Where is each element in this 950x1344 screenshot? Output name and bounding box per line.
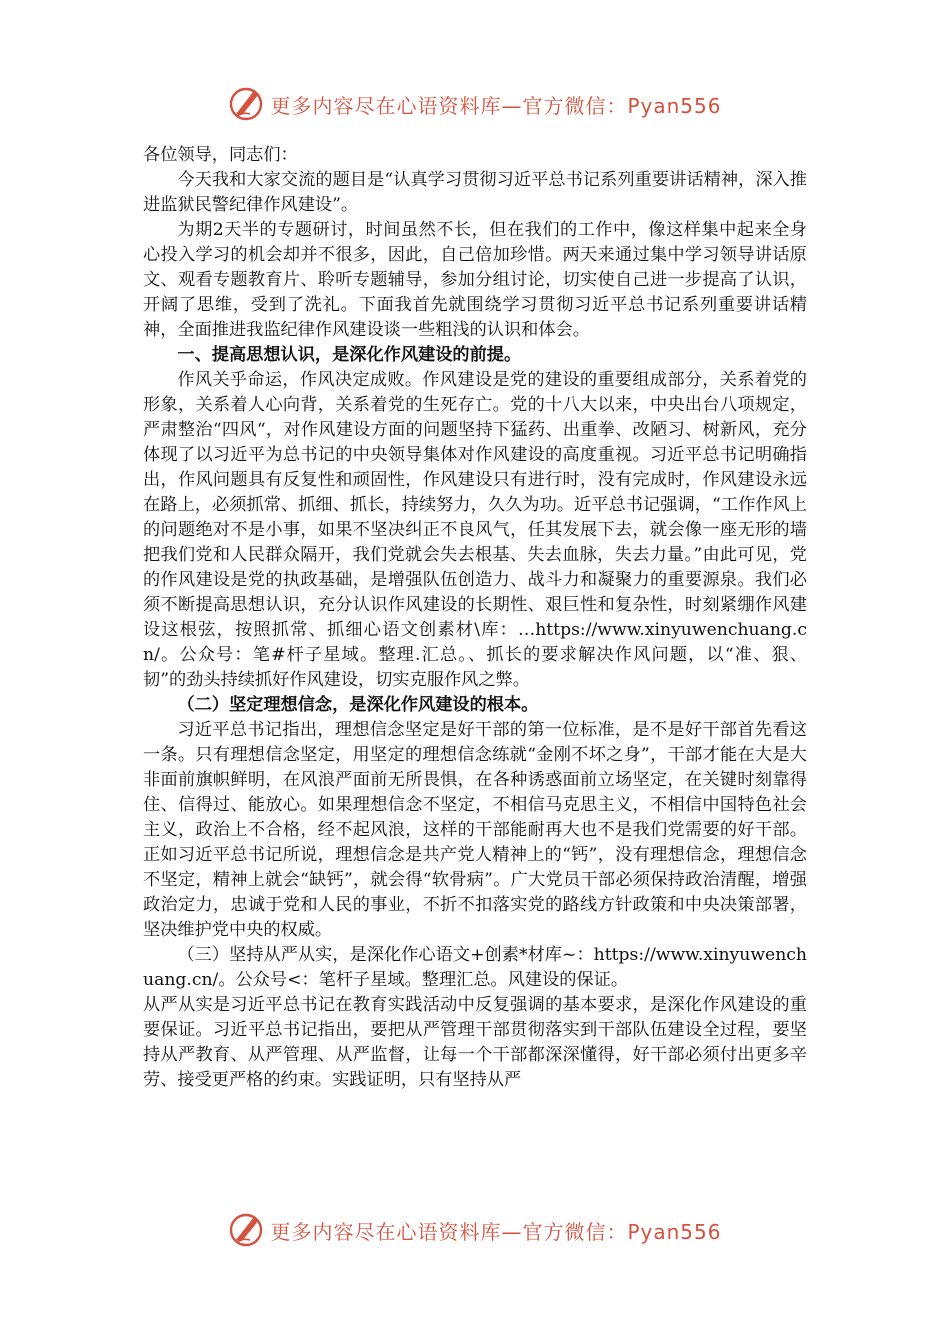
banner-text: 更多内容尽在心语资料库—官方微信：Pyan556 — [270, 1219, 722, 1244]
header-banner — [0, 82, 950, 126]
paragraph: 从严从实是习近平总书记在教育实践活动中反复强调的基本要求，是深化作风建设的重要保证。习近平总书记指出，要把从严管理干部贯彻落实到干部队伍建设全过程，要坚持从严教育、从严管理、从严监督，让每一个干部都深深懂得，好干部必须付出更多辛劳、接受更严格的约束。实践证明，只有坚持从严 — [143, 995, 807, 1090]
pen-nib-logo-icon — [228, 86, 264, 122]
paragraph: 为期2天半的专题研讨，时间虽然不长，但在我们的工作中，像这样集中起来全身心投入学习的机会却并不很多，因此，自己倍加珍惜。两天来通过集中学习领导讲话原文、观看专题教育片、聆听专题辅导，参加分组讨论，切实使自己进一步提高了认识，开阔了思维，受到了洗礼。下面我首先就围绕学习贯彻习近平总书记系列重要讲话精神，全面推进我监纪律作风建设谈一些粗浅的认识和体会。 — [143, 220, 807, 340]
section-heading: （三）坚持从严从实，是深化作心语文+创素*材库~：https://www.xinyuwenchuang.cn/。公众号<：笔杆子星域。整理汇总。风建设的保证。 — [143, 945, 807, 990]
document-body — [143, 143, 807, 1093]
paragraph: 习近平总书记指出，理想信念坚定是好干部的第一位标准，是不是好干部首先看这一条。只有理想信念坚定，用坚定的理想信念练就“金刚不坏之身”，干部才能在大是大非面前旗帜鲜明，在风浪严面前无所畏惧，在各种诱惑面前立场坚定，在关键时刻靠得住、信得过、能放心。如果理想信念不坚定，不相信马克思主义，不相信中国特色社会主义，政治上不合格，经不起风浪，这样的干部能耐再大也不是我们党需要的好干部。正如习近平总书记所说，理想信念是共产党人精神上的“钙”，没有理想信念，理想信念不坚定，精神上就会“缺钙”，就会得“软骨病”。广大党员干部必须保持政治清醒，增强政治定力，忠诚于党和人民的事业，不折不扣落实党的路线方针政策和中央决策部署，坚决维护党中央的权威。 — [143, 720, 807, 940]
salutation: 各位领导，同志们： — [143, 145, 298, 165]
paragraph: 作风关乎命运，作风决定成败。作风建设是党的建设的重要组成部分，关系着党的形象，关系着人心向背，关系着党的生死存亡。党的十八大以来，中央出台八项规定，严肃整治“四风“，对作风建设方面的问题坚持下猛药、出重拳、改陋习、树新风，充分体现了以习近平为总书记的中央领导集体对作风建设的高度重视。习近平总书记明确指出，作风问题具有反复性和顽固性，作风建设只有进行时，没有完成时，作风建设永远在路上，必须抓常、抓细、抓长，持续努力，久久为功。近平总书记强调，“工作作风上的问题绝对不是小事，如果不坚决纠正不良风气，任其发展下去，就会像一座无形的墙把我们党和人民群众隔开，我们党就会失去根基、失去血脉，失去力量。”由此可见，党的作风建设是党的执政基础，是增强队伍创造力、战斗力和凝聚力的重要源泉。我们必须不断提高思想认识，充分认识作风建设的长期性、艰巨性和复杂性，时刻紧绷作风建设这根弦，按照抓常、抓细心语文创素材\库：…https://www.xinyuwenchuang.cn/。公众号：笔#杆子星域。整理.汇总。、抓长的要求解决作风问题，以“准、狠、韧”的劲头持续抓好作风建设，切实克服作风之弊。 — [143, 370, 807, 690]
paragraph: 今天我和大家交流的题目是“认真学习贯彻习近平总书记系列重要讲话精神，深入推进监狱民警纪律作风建设”。 — [143, 170, 807, 215]
footer-banner — [0, 1208, 950, 1252]
section-heading: 一、提高思想认识，是深化作风建设的前提。 — [177, 345, 522, 365]
pen-nib-logo-icon — [228, 1212, 264, 1248]
section-heading: （二）坚定理想信念，是深化作风建设的根本。 — [177, 695, 539, 715]
banner-text: 更多内容尽在心语资料库—官方微信：Pyan556 — [270, 93, 722, 118]
